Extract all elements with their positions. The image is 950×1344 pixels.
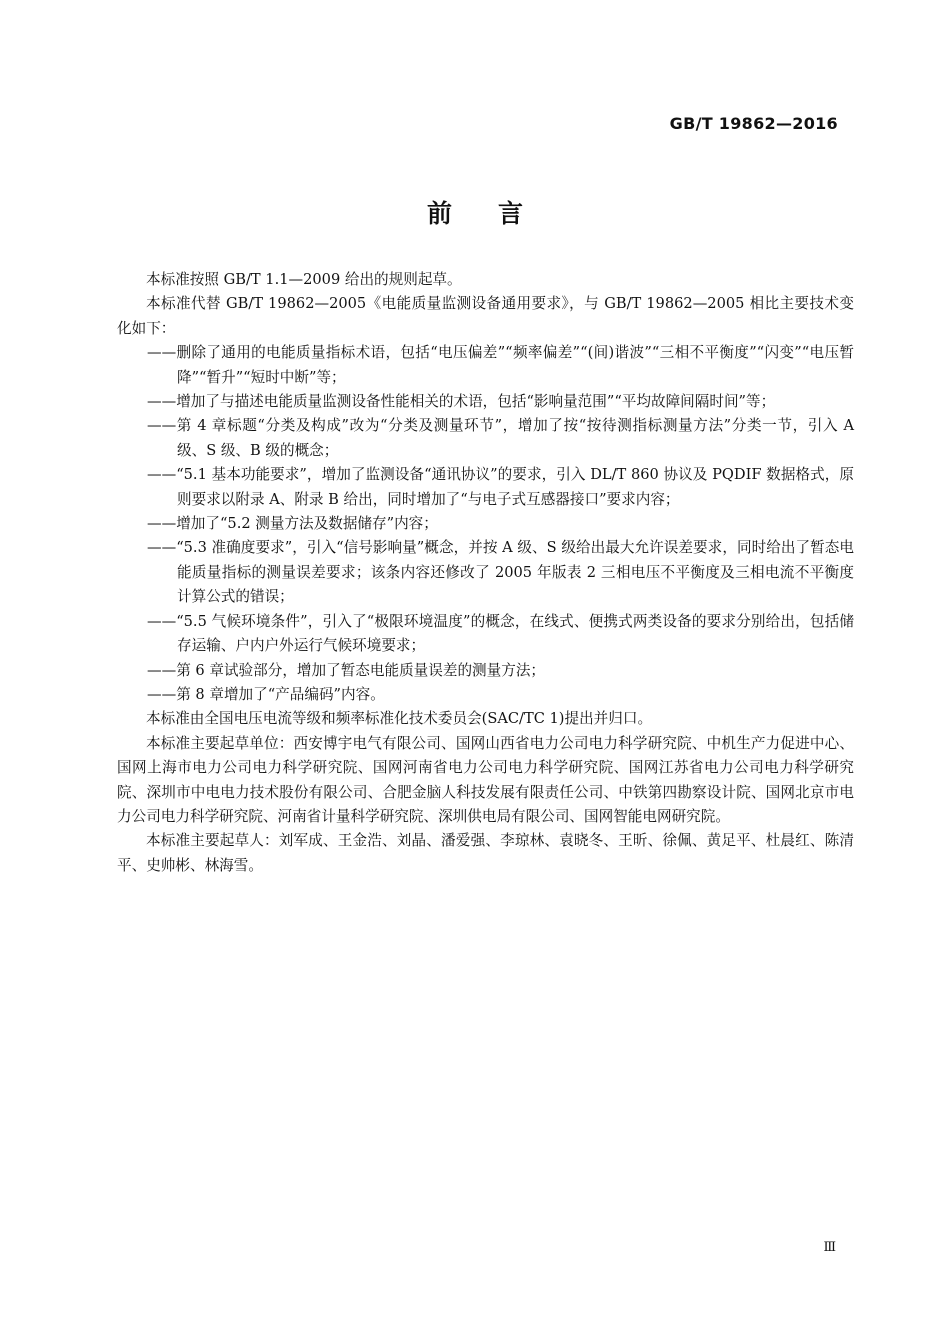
paragraph-drafters: 本标准主要起草人：刘军成、王金浩、刘晶、潘爱强、李琼林、袁晓冬、王昕、徐佩、黄足平、杜晨红、陈清平、史帅彬、林海雪。	[117, 832, 854, 874]
page-number: Ⅲ	[823, 1240, 836, 1255]
change-item: ——“5.5 气候环境条件”，引入了“极限环境温度”的概念，在线式、便携式两类设备的要求分别给出，包括储存运输、户内户外运行气候环境要求；	[147, 612, 854, 655]
change-item: ——第 6 章试验部分，增加了暂态电能质量误差的测量方法；	[147, 661, 546, 679]
change-item: ——“5.3 准确度要求”，引入“信号影响量”概念，并按 A 级、S 级给出最大允许误差要求，同时给出了暂态电能质量指标的测量误差要求；该条内容还修改了 2005 年版表 2 三相电压不平衡度及三相电流不平衡度计算公式的错误；	[147, 539, 854, 606]
paragraph-replacement: 本标准代替 GB/T 19862—2005《电能质量监测设备通用要求》，与 GB/T 19862—2005 相比主要技术变化如下：	[117, 295, 854, 337]
change-item: ——删除了通用的电能质量指标术语，包括“电压偏差”“频率偏差”“(间)谐波”“三相不平衡度”“闪变”“电压暂降”“暂升”“短时中断”等；	[147, 344, 854, 386]
standard-code: GB/T 19862—2016	[669, 114, 838, 133]
change-item: ——增加了“5.2 测量方法及数据储存”内容；	[147, 515, 438, 533]
page-title: 前言	[426, 199, 569, 228]
change-item: ——增加了与描述电能质量监测设备性能相关的术语，包括“影响量范围”“平均故障间隔时间”等；	[147, 393, 776, 411]
paragraph-drafting-rules: 本标准按照 GB/T 1.1—2009 给出的规则起草。	[146, 271, 462, 288]
paragraph-drafting-units: 本标准主要起草单位：西安博宇电气有限公司、国网山西省电力公司电力科学研究院、中机生产力促进中心、国网上海市电力公司电力科学研究院、国网河南省电力公司电力科学研究院、国网江苏省电力公司电力科学研究院、深圳市中电电力技术股份有限公司、合肥金脑人科技发展有限责任公司、中铁第四勘察设计院、国网北京市电力公司电力科学研究院、河南省计量科学研究院、深圳供电局有限公司、国网智能电网研究院。	[117, 734, 854, 825]
foreword-body	[117, 268, 854, 878]
change-item: ——第 4 章标题“分类及构成”改为“分类及测量环节”，增加了按“按待测指标测量方法”分类一节，引入 A 级、S 级、B 级的概念；	[147, 417, 854, 459]
paragraph-committee: 本标准由全国电压电流等级和频率标准化技术委员会(SAC/TC 1)提出并归口。	[146, 710, 653, 728]
change-item: ——“5.1 基本功能要求”，增加了监测设备“通讯协议”的要求，引入 DL/T 860 协议及 PQDIF 数据格式，原则要求以附录 A、附录 B 给出，同时增加了“与电子式互感器接口”要求内容；	[147, 466, 854, 508]
change-item: ——第 8 章增加了“产品编码”内容。	[147, 685, 385, 703]
